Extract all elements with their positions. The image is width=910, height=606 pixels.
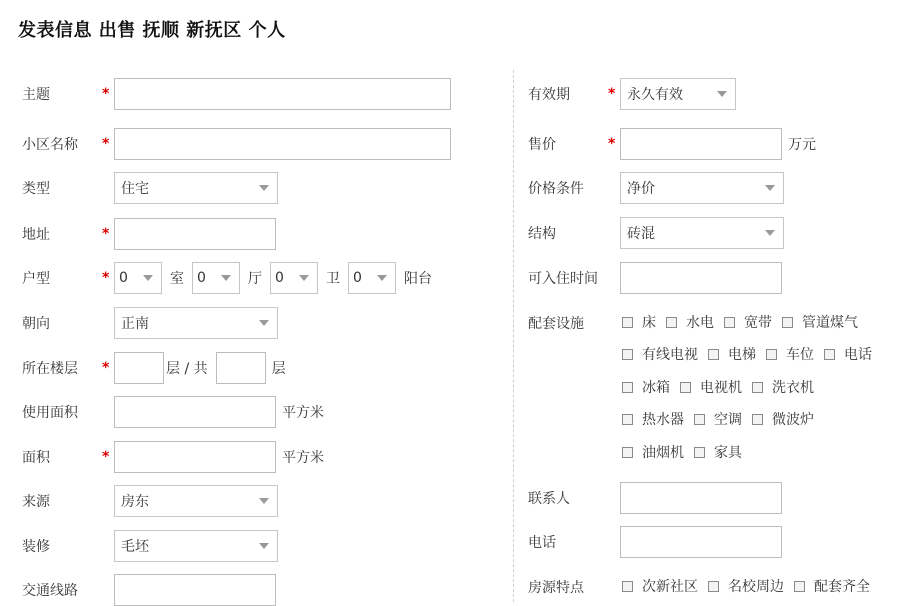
room-count-select[interactable]: 0 [114, 262, 162, 294]
label-phone: 电话 [528, 535, 556, 551]
row-layout: 户型 * 0 室 0 厅 0 卫 0 阳台 [22, 262, 440, 294]
community-input[interactable] [114, 128, 451, 160]
required-mark: * [608, 86, 616, 102]
facilities-line-4 [622, 405, 824, 433]
checkbox[interactable] [666, 317, 677, 328]
row-movein [528, 262, 782, 294]
usable-area-input[interactable] [114, 396, 276, 428]
price-terms-select[interactable]: 净价 [620, 172, 784, 204]
checkbox[interactable] [622, 382, 633, 393]
hall-count-select[interactable]: 0 [192, 262, 240, 294]
required-mark: * [102, 86, 110, 102]
page-title: 发表信息 出售 抚顺 新抚区 个人 [18, 20, 286, 41]
label-contact: 联系人 [528, 491, 570, 507]
feature-option[interactable]: 名校周边 [708, 576, 784, 596]
row-floor: 所在楼层 * 层 / 共 层 [22, 352, 286, 384]
facility-option[interactable]: 电梯 [708, 344, 756, 364]
contact-input[interactable] [620, 482, 782, 514]
checkbox[interactable] [622, 414, 633, 425]
row-address [22, 218, 276, 250]
feature-option[interactable]: 次新社区 [622, 576, 698, 596]
chevron-down-icon [221, 275, 231, 281]
row-price: 售价 * 万元 [528, 128, 816, 160]
chevron-down-icon [299, 275, 309, 281]
chevron-down-icon [765, 230, 775, 236]
type-select-value: 住宅 [121, 181, 149, 197]
facility-option[interactable]: 车位 [766, 344, 814, 364]
decoration-select[interactable]: 毛坯 [114, 530, 278, 562]
chevron-down-icon [259, 320, 269, 326]
checkbox[interactable] [622, 447, 633, 458]
chevron-down-icon [259, 498, 269, 504]
required-mark: * [608, 136, 616, 152]
label-layout: 户型 [22, 271, 50, 287]
row-validity [528, 78, 736, 110]
features-line [622, 572, 880, 600]
bath-count-select[interactable]: 0 [270, 262, 318, 294]
facility-option[interactable]: 宽带 [724, 312, 772, 332]
facility-option[interactable]: 管道煤气 [782, 312, 858, 332]
row-phone [528, 526, 782, 558]
traffic-input[interactable] [114, 574, 276, 606]
facilities-line-2 [622, 340, 882, 368]
phone-input[interactable] [620, 526, 782, 558]
required-mark: * [102, 136, 110, 152]
row-area: 面积 * 平方米 [22, 441, 324, 473]
label-area: 面积 [22, 450, 50, 466]
label-traffic: 交通线路 [22, 583, 78, 599]
facilities-line-5 [622, 438, 752, 466]
checkbox[interactable] [694, 414, 705, 425]
checkbox[interactable] [708, 349, 719, 360]
facility-option[interactable]: 床 [622, 312, 656, 332]
source-select[interactable]: 房东 [114, 485, 278, 517]
facility-option[interactable]: 有线电视 [622, 344, 698, 364]
price-input[interactable] [620, 128, 782, 160]
structure-select[interactable]: 砖混 [620, 217, 784, 249]
facility-option[interactable]: 水电 [666, 312, 714, 332]
checkbox[interactable] [680, 382, 691, 393]
chevron-down-icon [259, 185, 269, 191]
checkbox[interactable] [752, 414, 763, 425]
label-community: 小区名称 [22, 137, 78, 153]
label-price: 售价 [528, 137, 556, 153]
facility-option[interactable]: 洗衣机 [752, 377, 814, 397]
label-address: 地址 [22, 227, 50, 243]
chevron-down-icon [717, 91, 727, 97]
facility-option[interactable]: 热水器 [622, 409, 684, 429]
facility-option[interactable]: 电话 [824, 344, 872, 364]
row-features [528, 571, 608, 603]
checkbox[interactable] [708, 581, 719, 592]
row-usable-area: 使用面积 平方米 [22, 396, 324, 428]
orientation-select[interactable]: 正南 [114, 307, 278, 339]
required-mark: * [102, 226, 110, 242]
balcony-count-select[interactable]: 0 [348, 262, 396, 294]
chevron-down-icon [377, 275, 387, 281]
required-mark: * [102, 449, 110, 465]
facility-option[interactable]: 冰箱 [622, 377, 670, 397]
facilities-line-3 [622, 373, 824, 401]
checkbox[interactable] [724, 317, 735, 328]
checkbox[interactable] [622, 581, 633, 592]
label-structure: 结构 [528, 226, 556, 242]
label-source: 来源 [22, 494, 50, 510]
facility-option[interactable]: 家具 [694, 442, 742, 462]
checkbox[interactable] [752, 382, 763, 393]
row-type [22, 172, 278, 204]
floor-input[interactable] [114, 352, 164, 384]
checkbox[interactable] [622, 349, 633, 360]
label-usable-area: 使用面积 [22, 405, 78, 421]
row-structure [528, 217, 784, 249]
facility-option[interactable]: 电视机 [680, 377, 742, 397]
row-price-terms [528, 172, 784, 204]
address-input[interactable] [114, 218, 276, 250]
chevron-down-icon [259, 543, 269, 549]
label-features: 房源特点 [528, 580, 584, 596]
chevron-down-icon [143, 275, 153, 281]
label-decoration: 装修 [22, 539, 50, 555]
facility-option[interactable]: 微波炉 [752, 409, 814, 429]
label-type: 类型 [22, 181, 50, 197]
checkbox[interactable] [622, 317, 633, 328]
required-mark: * [102, 270, 110, 286]
movein-input[interactable] [620, 262, 782, 294]
checkbox[interactable] [794, 581, 805, 592]
row-subject [22, 78, 451, 110]
validity-select[interactable]: 永久有效 [620, 78, 736, 110]
total-floor-input[interactable] [216, 352, 266, 384]
facility-option[interactable]: 空调 [694, 409, 742, 429]
feature-option[interactable]: 配套齐全 [794, 576, 870, 596]
checkbox[interactable] [694, 447, 705, 458]
label-validity: 有效期 [528, 87, 570, 103]
row-facilities [528, 307, 608, 339]
row-source [22, 485, 278, 517]
label-subject: 主题 [22, 87, 50, 103]
area-input[interactable] [114, 441, 276, 473]
facilities-line-1 [622, 308, 868, 336]
checkbox[interactable] [824, 349, 835, 360]
subject-input[interactable] [114, 78, 451, 110]
label-price-terms: 价格条件 [528, 181, 584, 197]
row-community [22, 128, 451, 160]
label-movein: 可入住时间 [528, 271, 598, 287]
required-mark: * [102, 360, 110, 376]
type-select[interactable] [114, 172, 278, 204]
checkbox[interactable] [766, 349, 777, 360]
row-orientation [22, 307, 278, 339]
chevron-down-icon [765, 185, 775, 191]
label-orientation: 朝向 [22, 316, 50, 332]
checkbox[interactable] [782, 317, 793, 328]
column-divider [513, 70, 514, 602]
label-floor: 所在楼层 [22, 361, 78, 377]
facility-option[interactable]: 油烟机 [622, 442, 684, 462]
label-facilities: 配套设施 [528, 316, 584, 332]
row-contact [528, 482, 782, 514]
row-decoration [22, 530, 278, 562]
row-traffic [22, 574, 276, 606]
